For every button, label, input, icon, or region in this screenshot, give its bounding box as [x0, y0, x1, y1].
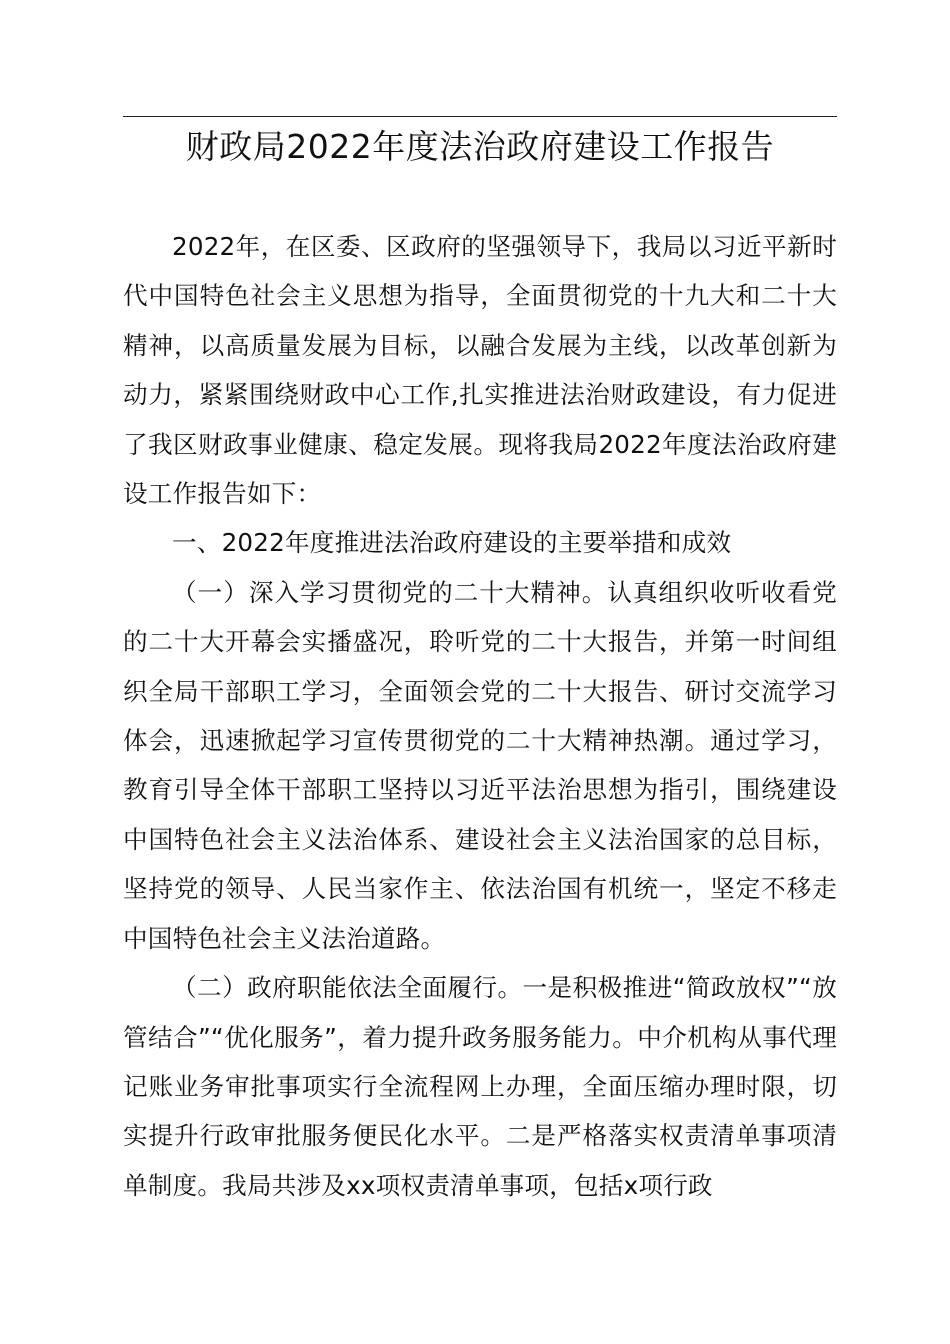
paragraph-intro: 2022年，在区委、区政府的坚强领导下，我局以习近平新时代中国特色社会主义思想为指导，全面贯彻党的十九大和二十大精神，以高质量发展为目标，以融合发展为主线，以改革创新为动力，紧紧围绕财政中心工作,扎实推进法治财政建设，有力促进了我区财政事业健康、稳定发展。现将我局2022年度法治政府建设工作报告如下： — [123, 232, 837, 509]
header-rule — [123, 116, 837, 117]
document-title: 财政局2022年度法治政府建设工作报告 — [185, 127, 775, 166]
section-heading-1: 一、2022年度推进法治政府建设的主要举措和成效 — [172, 528, 732, 558]
document-body — [123, 222, 837, 1210]
paragraph-subsection-2: （二）政府职能依法全面履行。一是积极推进“简政放权”“放管结合”“优化服务”，着力提升政务服务能力。中介机构从事代理记账业务审批事项实行全流程网上办理，全面压缩办理时限，切实提升行政审批服务便民化水平。二是严格落实权责清单事项清单制度。我局共涉及xx项权责清单事项，包括x项行政 — [123, 973, 837, 1200]
paragraph-subsection-1: （一）深入学习贯彻党的二十大精神。认真组织收听收看党的二十大开幕会实播盛况，聆听党的二十大报告，并第一时间组织全局干部职工学习，全面领会党的二十大报告、研讨交流学习体会，迅速掀起学习宣传贯彻党的二十大精神热潮。通过学习，教育引导全体干部职工坚持以习近平法治思想为指引，围绕建设中国特色社会主义法治体系、建设社会主义法治国家的总目标，坚持党的领导、人民当家作主、依法治国有机统一，坚定不移走中国特色社会主义法治道路。 — [123, 577, 837, 953]
